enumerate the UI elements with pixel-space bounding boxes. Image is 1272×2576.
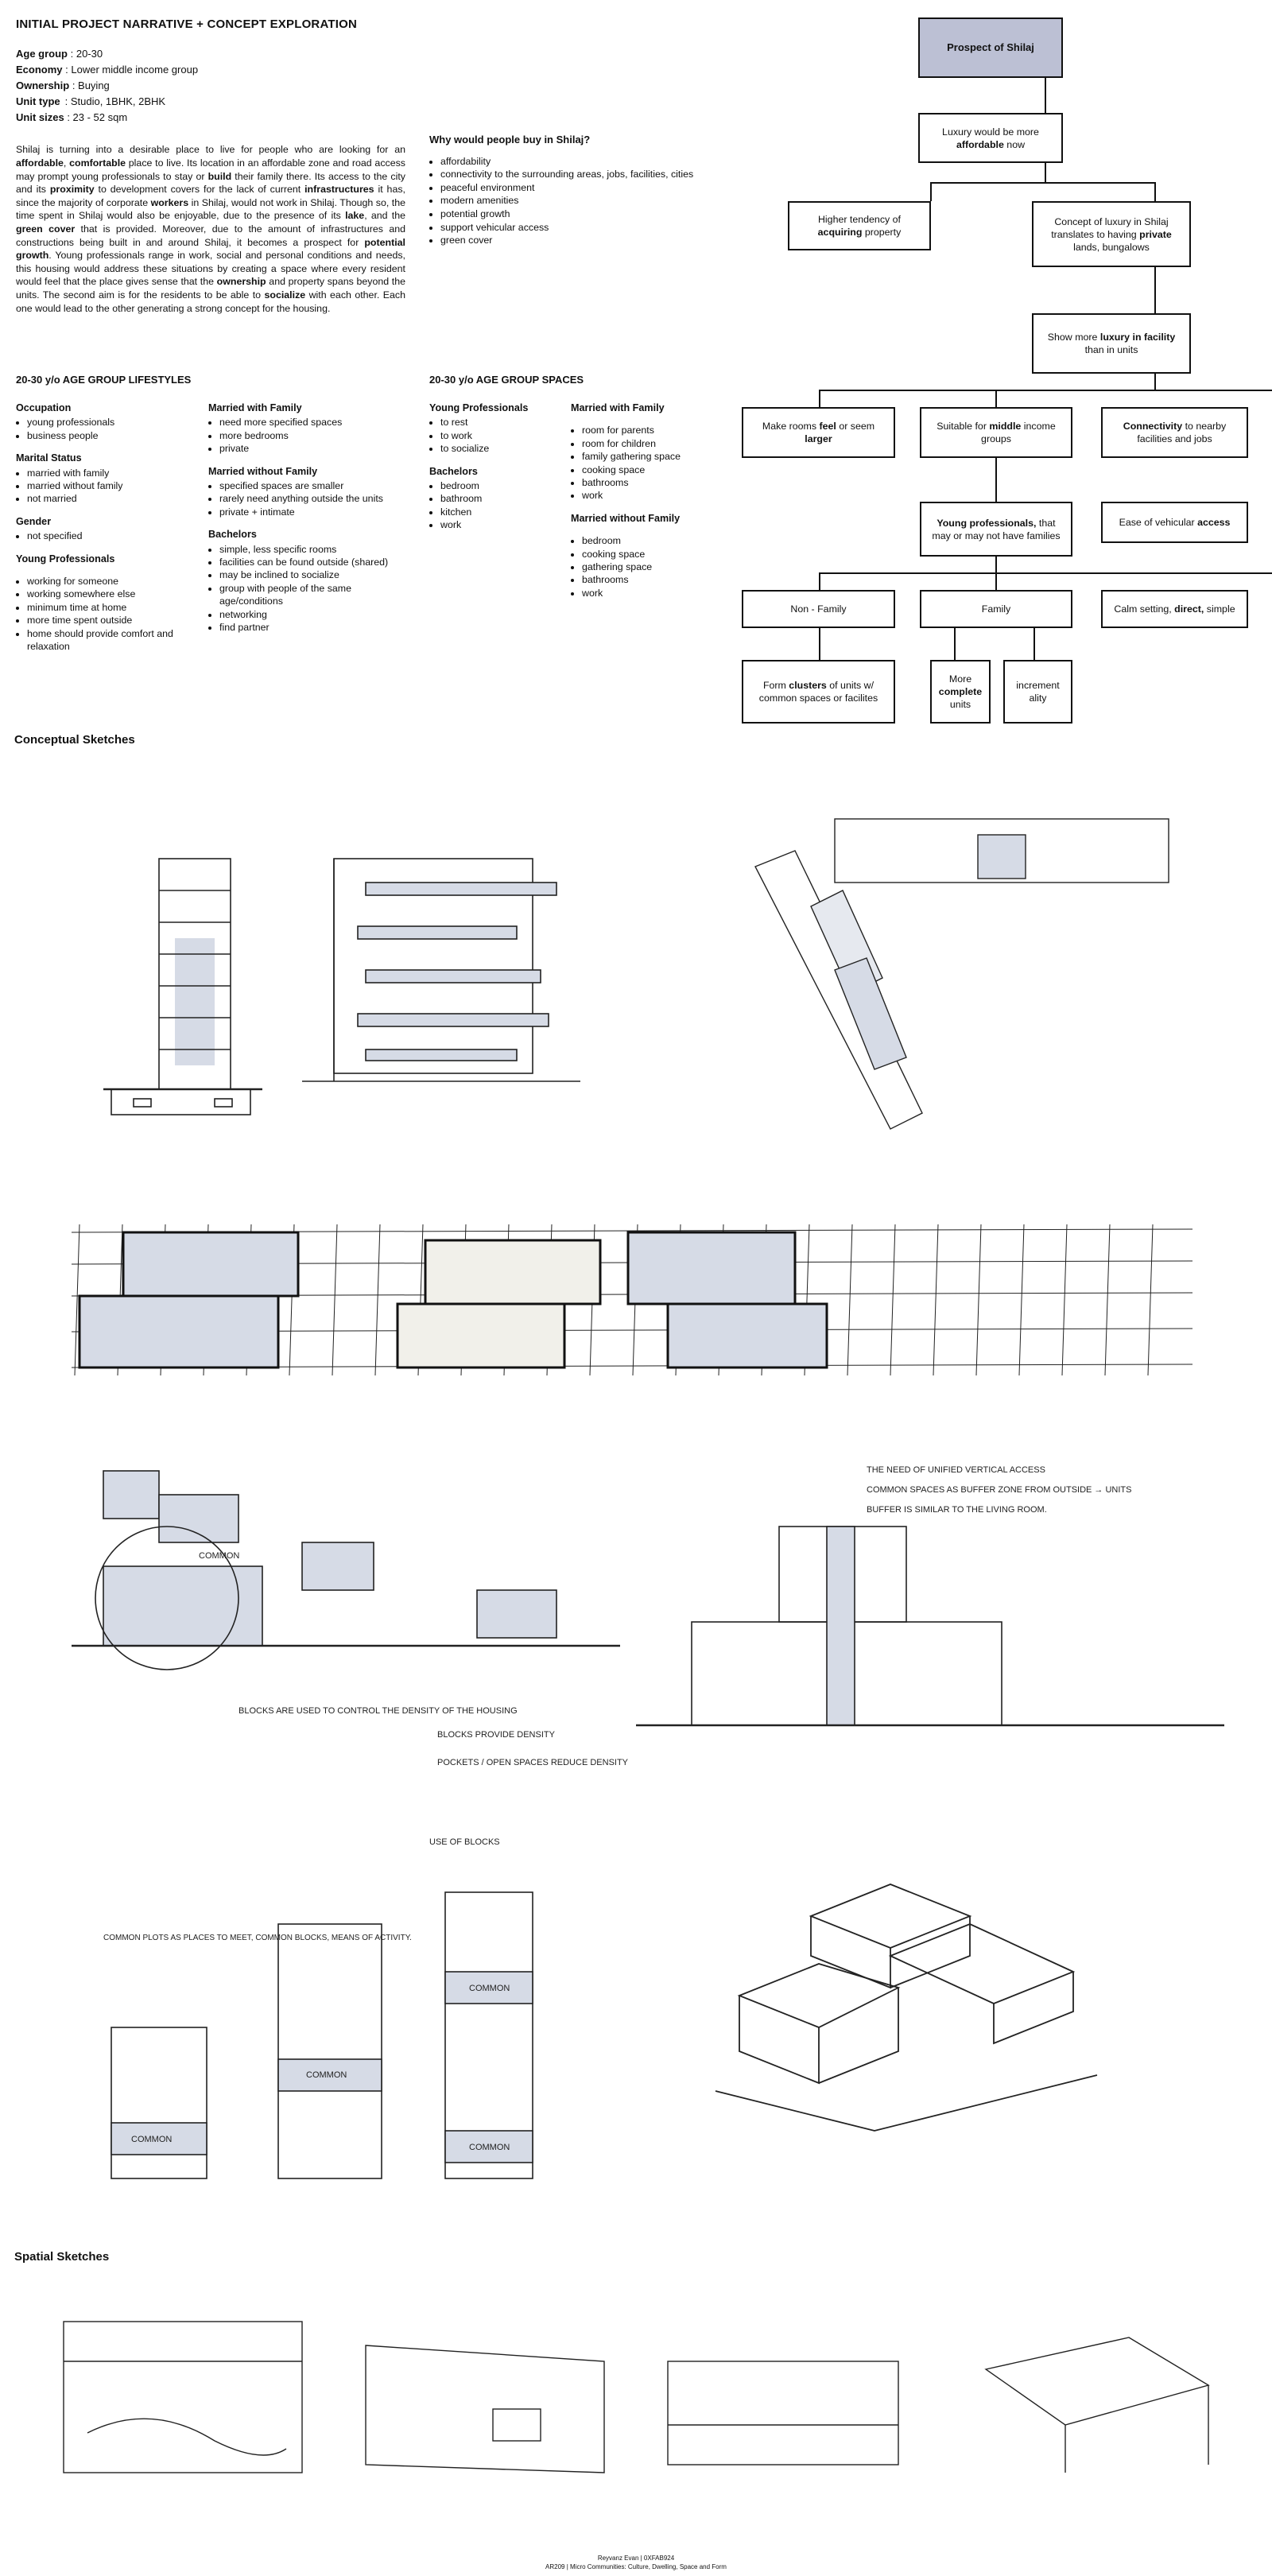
list-item: • need more specified spaces — [219, 416, 403, 429]
tree-node-text: Young professionals, that may or may not have families — [932, 517, 1061, 541]
fact-value: : 23 - 52 sqm — [67, 111, 128, 123]
why-item: • modern amenities — [440, 194, 731, 208]
fact-value: : Buying — [72, 80, 110, 91]
tree-node-complete-units — [930, 660, 991, 724]
list-item: • married without family — [27, 479, 199, 492]
common-label-d: COMMON — [469, 2143, 510, 2152]
buffer-annotation-2: BUFFER IS SIMILAR TO THE LIVING ROOM. — [867, 1505, 1047, 1515]
tree-node-family: Family — [920, 590, 1072, 628]
fact-label: Unit sizes — [16, 111, 64, 123]
occupation-heading: Occupation — [16, 402, 72, 413]
list-item: • bedroom — [582, 534, 706, 547]
grid-line — [332, 1224, 337, 1375]
list-item: • cooking space — [582, 548, 706, 561]
mwof-heading: Married without Family — [208, 465, 318, 477]
sp-bach-list — [429, 479, 556, 532]
gender-list — [16, 530, 199, 542]
spatial-sketches-heading: Spatial Sketches — [14, 2250, 110, 2264]
list-item: • work — [582, 489, 706, 502]
mwf-list — [208, 416, 403, 455]
list-item: • room for parents — [582, 424, 706, 436]
tree-node-luxury — [918, 113, 1063, 163]
list-item: • bathrooms — [582, 476, 706, 489]
list-item: • to rest — [440, 416, 556, 429]
list-item: • minimum time at home — [27, 601, 199, 614]
spatial-sketch-3 — [660, 2353, 906, 2473]
fact-label: Economy — [16, 64, 63, 76]
tree-node-clusters — [742, 660, 895, 724]
sp-young-list — [429, 416, 556, 455]
list-item: • to work — [440, 429, 556, 442]
why-item: • peaceful environment — [440, 181, 731, 195]
why-list — [429, 155, 731, 247]
list-item: • private + intimate — [219, 506, 403, 518]
tree-node-middle-income — [920, 407, 1072, 458]
sp-bach-heading: Bachelors — [429, 465, 478, 477]
bachelors-heading: Bachelors — [208, 529, 257, 541]
tree-node-concept-luxury — [1032, 201, 1191, 267]
spatial-sketch-1 — [56, 2314, 310, 2481]
tree-node-non-family: Non - Family — [742, 590, 895, 628]
tree-node-root: Prospect of Shilaj — [918, 17, 1063, 78]
list-item: • married with family — [27, 467, 199, 479]
bachelors-list — [208, 543, 403, 634]
axonometric-sketch — [716, 1868, 1113, 2155]
tree-node-acquiring — [788, 201, 931, 250]
provide-annotation: BLOCKS PROVIDE DENSITY — [437, 1730, 555, 1740]
grid-line — [890, 1224, 895, 1375]
list-item: • bathrooms — [582, 573, 706, 586]
tree-node-text: Ease of vehicular access — [1119, 517, 1231, 528]
spaces-col-1 — [429, 402, 556, 532]
slab-elevation-sketch — [302, 851, 588, 1089]
blocks-annotation: BLOCKS ARE USED TO CONTROL THE DENSITY OF THE HOUSING — [238, 1706, 518, 1716]
density-section-sketch — [64, 1455, 636, 1789]
list-item: • bathroom — [440, 492, 556, 505]
tree-node-text: Luxury would be more affordable now — [942, 126, 1039, 150]
grid-line — [1105, 1224, 1110, 1375]
why-item: • green cover — [440, 234, 731, 247]
tree-node-connectivity — [1101, 407, 1248, 458]
why-shilaj — [429, 134, 731, 247]
tree-node-text: Higher tendency of acquiring property — [817, 214, 902, 238]
common-annotation: COMMON — [199, 1551, 240, 1561]
project-narrative: Shilaj is turning into a desirable place to live for people who are looking for an affordable, comfortable place to live. Its location in an affordable zone and road access may prompt young professionals to stay or build their family there. Its access to the city and its proximity to development covers for the lack of current infrastructures it has, since the majority of corporate workers in Shilaj, would not work in Shilaj. Though so, the time spent in Shilaj would also be enjoyable, due to the presence of its lake, and the green cover that is provided. Moreover, due to the amount of infrastructures and constructions being built in and around Shilaj, it becomes a prospect for potential growth. Young professionals range in work, social and personal conditions and needs, this housing would address these situations by creating a space where every resident would feel that the place gives sense that the ownership and property spans beyond the units. The second aim is for the residents to be able to socialize with each other. Each one would lead to the other generating a strong concept for the housing. — [16, 144, 405, 314]
fact-label: Age group — [16, 48, 68, 60]
lifestyles-col-1 — [16, 402, 199, 654]
why-item: • potential growth — [440, 208, 731, 221]
grid-facade-sketch — [64, 1216, 1200, 1383]
list-item: • find partner — [219, 621, 403, 634]
list-item: • cooking space — [582, 464, 706, 476]
list-item: • more time spent outside — [27, 614, 199, 627]
tree-node-text: Connectivity to nearby facilities and jobs — [1123, 421, 1227, 444]
spaces-section — [429, 374, 747, 394]
footer-course: AR209 | Micro Communities: Culture, Dwelling, Space and Form — [545, 2563, 727, 2570]
tree-node-text: Make rooms feel or seem larger — [762, 421, 875, 444]
tree-node-young-professionals — [920, 502, 1072, 557]
tree-node-text: Concept of luxury in Shilaj translates to having private lands, bungalows — [1051, 215, 1172, 253]
tree-node-text: Form clusters of units w/ common spaces or facilites — [758, 680, 878, 704]
mwf-heading: Married with Family — [208, 402, 302, 413]
grid-line — [1019, 1224, 1024, 1375]
list-item: • room for children — [582, 437, 706, 450]
grid-line — [933, 1224, 938, 1375]
list-item: • business people — [27, 429, 199, 442]
young-list — [16, 575, 199, 653]
list-item: • simple, less specific rooms — [219, 543, 403, 556]
marital-list — [16, 467, 199, 506]
spaces-heading: 20-30 y/o AGE GROUP SPACES — [429, 374, 584, 386]
use-blocks-annotation: USE OF BLOCKS — [429, 1837, 500, 1847]
list-item: • gathering space — [582, 561, 706, 573]
list-item: • private — [219, 442, 403, 455]
list-item: • more bedrooms — [219, 429, 403, 442]
sp-mwof-list — [571, 534, 706, 599]
pockets-annotation: POCKETS / OPEN SPACES REDUCE DENSITY — [437, 1758, 629, 1767]
common-label-a: COMMON — [306, 2070, 347, 2080]
why-item: • connectivity to the surrounding areas, jobs, facilities, cities — [440, 168, 731, 181]
sp-young-heading: Young Professionals — [429, 402, 529, 413]
marital-heading: Marital Status — [16, 452, 82, 464]
why-item: • affordability — [440, 155, 731, 169]
project-facts — [16, 46, 198, 126]
sp-mwf-heading: Married with Family — [571, 402, 665, 413]
occupation-list — [16, 416, 199, 442]
tree-node-rooms-larger — [742, 407, 895, 458]
list-item: • to socialize — [440, 442, 556, 455]
common-label-b: COMMON — [131, 2135, 173, 2144]
fact-value: : Studio, 1BHK, 2BHK — [64, 95, 166, 107]
why-heading: Why would people buy in Shilaj? — [429, 134, 591, 145]
grid-line — [1148, 1224, 1153, 1375]
grid-line — [1062, 1224, 1067, 1375]
list-item: • working somewhere else — [27, 588, 199, 600]
tree-node-text: Show more luxury in facility than in units — [1047, 332, 1176, 355]
fact-label: Ownership — [16, 80, 70, 91]
buffer-annotation-1: COMMON SPACES AS BUFFER ZONE FROM OUTSIDE → UNITS — [867, 1485, 1132, 1495]
tree-node-calm-setting — [1101, 590, 1248, 628]
conceptual-sketches-heading: Conceptual Sketches — [14, 733, 135, 747]
list-item: • group with people of the same age/conditions — [219, 582, 403, 608]
young-heading: Young Professionals — [16, 553, 115, 564]
need-annotation: THE NEED OF UNIFIED VERTICAL ACCESS — [867, 1465, 1045, 1475]
spatial-sketch-4 — [970, 2322, 1224, 2481]
lifestyles-col-2 — [208, 402, 403, 634]
tree-node-text: More complete units — [938, 673, 983, 710]
list-item: • may be inclined to socialize — [219, 568, 403, 581]
why-item: • support vehicular access — [440, 221, 731, 235]
gender-heading: Gender — [16, 515, 52, 527]
tree-node-show-luxury — [1032, 313, 1191, 374]
tower-section-sketch — [95, 851, 270, 1121]
blocks-section-sketch — [95, 1821, 588, 2202]
grid-line — [976, 1224, 981, 1375]
footer-author: Reyvanz Evan | 0XFAB924 — [597, 2555, 675, 2562]
spatial-sketch-2 — [358, 2330, 612, 2481]
plots-annotation: COMMON PLOTS AS PLACES TO MEET, COMMON BLOCKS, MEANS OF ACTIVITY. — [103, 1934, 412, 1942]
lifestyles-heading: 20-30 y/o AGE GROUP LIFESTYLES — [16, 374, 192, 386]
sp-mwof-heading: Married without Family — [571, 512, 681, 524]
list-item: • networking — [219, 608, 403, 621]
tree-node-text: Calm setting, direct, simple — [1114, 603, 1235, 615]
list-item: • not married — [27, 492, 199, 505]
list-item: • facilities can be found outside (shared) — [219, 556, 403, 568]
list-item: • rarely need anything outside the units — [219, 492, 403, 505]
lifestyles-section — [16, 374, 398, 394]
common-label-c: COMMON — [469, 1984, 510, 1993]
site-plan-sketch — [747, 803, 1192, 1137]
fact-value: : Lower middle income group — [65, 64, 199, 76]
list-item: • working for someone — [27, 575, 199, 588]
fact-value: : 20-30 — [70, 48, 103, 60]
list-item: • bedroom — [440, 479, 556, 492]
fact-label: Unit type — [16, 95, 60, 107]
list-item: • work — [440, 518, 556, 531]
list-item: • kitchen — [440, 506, 556, 518]
list-item: • specified spaces are smaller — [219, 479, 403, 492]
tree-node-vehicular-access — [1101, 502, 1248, 543]
sp-mwf-list — [571, 424, 706, 502]
spaces-col-2 — [571, 402, 706, 599]
list-item: • home should provide comfort and relaxation — [27, 627, 199, 654]
grid-line — [375, 1224, 380, 1375]
concept-tree — [716, 0, 1272, 747]
list-item: • family gathering space — [582, 450, 706, 463]
list-item: • work — [582, 587, 706, 599]
tree-node-incrementality: increment ality — [1003, 660, 1072, 724]
list-item: • young professionals — [27, 416, 199, 429]
vertical-access-sketch — [636, 1455, 1224, 1789]
mwof-list — [208, 479, 403, 518]
page-title: INITIAL PROJECT NARRATIVE + CONCEPT EXPLORATION — [16, 17, 358, 31]
grid-line — [847, 1224, 852, 1375]
list-item: • not specified — [27, 530, 199, 542]
tree-node-text: Suitable for middle income groups — [937, 421, 1056, 444]
